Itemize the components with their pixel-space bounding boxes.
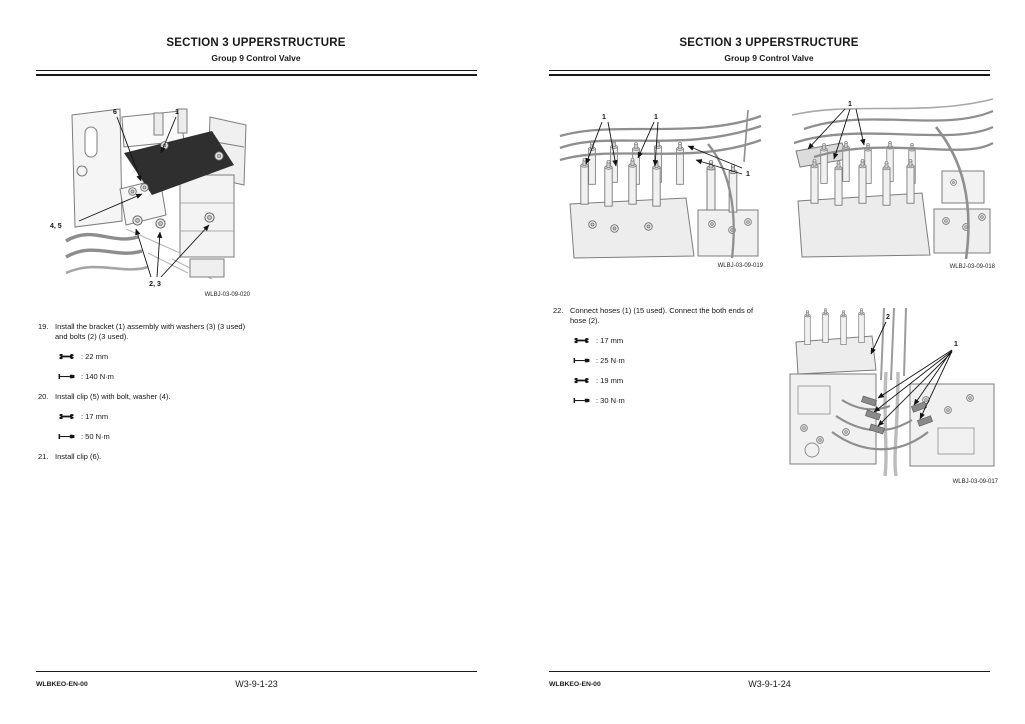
- step-number: 21.: [38, 451, 49, 461]
- step-19: [38, 322, 252, 342]
- figure-hose-connections-c: [786, 308, 998, 485]
- wrench-size-spec: [573, 376, 767, 386]
- group-title: Group 9 Control Valve: [211, 53, 301, 63]
- spec-value: : 30 N·m: [596, 395, 625, 405]
- callout-4-5: 4, 5: [50, 223, 62, 230]
- hose-connection-illustration: [790, 95, 995, 261]
- page-header: [0, 37, 512, 63]
- header-rule: [36, 70, 477, 76]
- instruction-steps: [553, 306, 767, 416]
- callout-2: 2: [886, 314, 890, 321]
- wrench-icon: [58, 413, 75, 420]
- control-valve-bracket-illustration: [50, 101, 250, 289]
- step-20: [38, 392, 252, 402]
- spec-value: : 19 mm: [596, 375, 624, 385]
- step-number: 19.: [38, 322, 49, 331]
- wrench-size-spec: [58, 352, 252, 362]
- callout-1: 1: [602, 114, 606, 121]
- torque-wrench-icon: [58, 373, 75, 380]
- callout-1: 1: [654, 114, 658, 121]
- torque-wrench-icon: [573, 397, 590, 404]
- torque-spec: [573, 396, 767, 406]
- footer-rule: [549, 671, 990, 672]
- header-rule: [549, 70, 990, 76]
- spec-value: : 50 N·m: [81, 431, 110, 441]
- section-title: SECTION 3 UPPERSTRUCTURE: [679, 37, 859, 49]
- valve-bank-line-art: [796, 141, 990, 257]
- wrench-icon: [573, 337, 590, 344]
- callout-6: 6: [113, 109, 117, 116]
- hose-connection-illustration: [558, 108, 763, 260]
- page-number: W3-9-1-24: [748, 679, 791, 689]
- spec-value: : 25 N·m: [596, 355, 625, 365]
- group-title: Group 9 Control Valve: [724, 53, 814, 63]
- valve-bank-line-art: [570, 140, 758, 258]
- wrench-size-spec: [573, 336, 767, 346]
- section-title: SECTION 3 UPPERSTRUCTURE: [166, 37, 346, 49]
- valve-block-line-art: [790, 308, 994, 476]
- figure-hose-connections-a: [558, 108, 763, 269]
- spec-value: : 17 mm: [81, 411, 109, 421]
- torque-spec: [573, 356, 767, 366]
- callout-labels: [886, 314, 958, 348]
- page-footer: [36, 679, 477, 693]
- step-text: Install the bracket (1) assembly with washers (3) (3 used) and bolts (2) (3 used).: [55, 322, 246, 341]
- wrench-icon: [573, 377, 590, 384]
- torque-spec: [58, 432, 252, 442]
- machinery-line-art: [66, 109, 246, 279]
- step-text: Connect hoses (1) (15 used). Connect the both ends of hose (2).: [570, 306, 754, 325]
- step-text: Install clip (5) with bolt, washer (4).: [55, 391, 171, 401]
- hose-connection-illustration: [786, 308, 998, 476]
- document-code: WLBKEO-EN-00: [549, 681, 601, 688]
- callout-1: 1: [175, 109, 179, 116]
- page-left: [0, 0, 512, 724]
- spec-value: : 17 mm: [596, 335, 624, 345]
- torque-spec: [58, 372, 252, 382]
- callout-1: 1: [746, 171, 750, 178]
- figure-label: WLBJ-03-09-019: [717, 263, 763, 269]
- callout-labels: [848, 101, 852, 108]
- wrench-size-spec: [58, 412, 252, 422]
- step-number: 22.: [553, 306, 564, 315]
- torque-wrench-icon: [58, 433, 75, 440]
- page-footer: [549, 679, 990, 693]
- torque-wrench-icon: [573, 357, 590, 364]
- figure-bracket-install: [50, 101, 250, 298]
- page-number: W3-9-1-23: [235, 679, 278, 689]
- document-code: WLBKEO-EN-00: [36, 681, 88, 688]
- step-22: [553, 306, 767, 326]
- step-21: [38, 452, 252, 462]
- page-header: [513, 37, 1025, 63]
- instruction-steps: [38, 322, 252, 465]
- callout-1: 1: [954, 341, 958, 348]
- callout-1: 1: [848, 101, 852, 108]
- step-number: 20.: [38, 391, 49, 401]
- figure-label: WLBJ-03-09-020: [204, 292, 250, 298]
- spec-value: : 140 N·m: [81, 371, 114, 381]
- footer-rule: [36, 671, 477, 672]
- spec-value: : 22 mm: [81, 351, 109, 361]
- callout-2-3: 2, 3: [149, 281, 161, 288]
- step-text: Install clip (6).: [55, 451, 102, 461]
- figure-label: WLBJ-03-09-017: [952, 479, 998, 485]
- figure-hose-connections-b: [790, 95, 995, 270]
- figure-label: WLBJ-03-09-018: [949, 264, 995, 270]
- wrench-icon: [58, 353, 75, 360]
- page-right: [513, 0, 1025, 724]
